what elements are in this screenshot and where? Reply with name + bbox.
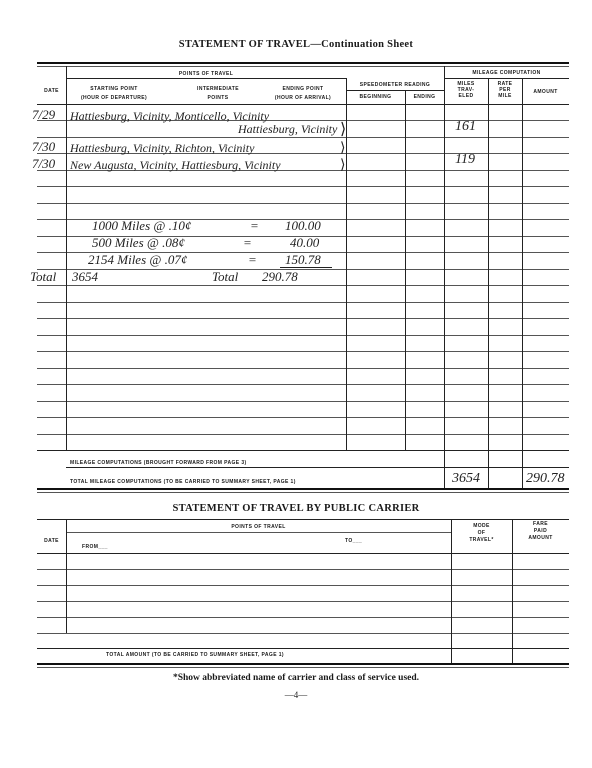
rate-per-mile-header-1: RATE — [497, 81, 513, 87]
rate-per-mile-header-3: MILE — [498, 93, 512, 99]
intermediate-points-header: INTERMEDIATE — [197, 86, 239, 92]
table-row-date: 7/30 — [32, 156, 56, 171]
table-row-route: New Augusta, Vicinity, Hattiesburg, Vicinity — [70, 158, 281, 172]
computation-equals: = — [250, 218, 259, 233]
continuation-sheet-title: STATEMENT OF TRAVEL—Continuation Sheet — [178, 39, 414, 50]
ending-point-header: ENDING POINT — [282, 86, 324, 92]
carrier-to-header: TO___ — [345, 538, 363, 544]
starting-point-header: STARTING POINT — [90, 86, 138, 92]
speedometer-reading-header: SPEEDOMETER READING — [359, 82, 431, 88]
miles-traveled-header-2: TRAV- — [457, 87, 475, 93]
miles-traveled-header-1: MILES — [457, 81, 475, 87]
total-miles-value: 3654 — [452, 471, 480, 486]
rate-per-mile-header-2: PER — [499, 87, 511, 93]
computation-equals: = — [248, 252, 257, 267]
speedometer-beginning-header: BEGINNING — [359, 94, 392, 100]
mode-of-travel-header-1: MODE — [473, 523, 490, 529]
footnote: *Show abbreviated name of carrier and class of service used. — [172, 673, 420, 683]
brace-mark: ⟩ — [340, 121, 347, 138]
total-miles-handwritten: 3654 — [72, 269, 98, 284]
computation-value: 40.00 — [290, 235, 320, 250]
date-column-header: DATE — [44, 88, 59, 94]
total-label: Total — [30, 269, 57, 284]
table-row-route-ending: Hattiesburg, Vicinity — [238, 122, 338, 136]
points-of-travel-header: POINTS OF TRAVEL — [178, 71, 234, 77]
carrier-points-of-travel-header: POINTS OF TRAVEL — [231, 524, 286, 530]
mileage-computation-header: MILEAGE COMPUTATION — [472, 70, 541, 76]
brace-mark: ⟩ — [340, 141, 346, 156]
carrier-date-header: DATE — [44, 538, 59, 544]
total-amount-handwritten: 290.78 — [262, 269, 298, 284]
carrier-total-amount-label: TOTAL AMOUNT (TO BE CARRIED TO SUMMARY SHEET, PAGE 1) — [106, 652, 284, 658]
table-row-route: Hattiesburg, Vicinity, Monticello, Vicinity — [70, 109, 270, 123]
computation-equals: = — [243, 235, 252, 250]
computation-line: 500 Miles @ .08¢ — [92, 235, 185, 250]
total-label: Total — [212, 269, 239, 284]
mode-of-travel-header-2: OF — [477, 530, 486, 536]
speedometer-ending-header: ENDING — [413, 94, 436, 100]
table-row-route: Hattiesburg, Vicinity, Richton, Vicinity — [70, 141, 255, 155]
computation-underline — [280, 267, 332, 268]
fare-paid-header-2: PAID — [533, 528, 548, 534]
mode-of-travel-header-3: TRAVEL* — [469, 537, 494, 543]
computation-value: 100.00 — [285, 218, 321, 233]
miles-traveled-header-3: ELED — [458, 93, 474, 99]
table-row-miles: 161 — [455, 119, 476, 134]
total-amount-value: 290.78 — [526, 471, 565, 486]
table-row-date: 7/30 — [32, 139, 56, 154]
computation-value: 150.78 — [285, 252, 321, 267]
ending-point-subheader: (HOUR OF ARRIVAL) — [274, 95, 332, 101]
brace-mark: ⟩ — [340, 158, 346, 173]
table-row-miles: 119 — [455, 152, 475, 167]
total-mileage-label: TOTAL MILEAGE COMPUTATIONS (TO BE CARRIED TO SUMMARY SHEET, PAGE 1) — [70, 479, 296, 485]
public-carrier-title: STATEMENT OF TRAVEL BY PUBLIC CARRIER — [172, 503, 420, 514]
carrier-from-header: FROM___ — [82, 544, 108, 550]
table-row-date: 7/29 — [32, 107, 56, 122]
intermediate-points-subheader: POINTS — [207, 95, 229, 101]
fare-paid-header-1: FARE — [533, 521, 548, 527]
computation-line: 1000 Miles @ .10¢ — [92, 218, 192, 233]
amount-header: AMOUNT — [533, 89, 558, 95]
starting-point-subheader: (HOUR OF DEPARTURE) — [80, 95, 148, 101]
computation-line: 2154 Miles @ .07¢ — [88, 252, 188, 267]
brought-forward-label: MILEAGE COMPUTATIONS (BROUGHT FORWARD FROM PAGE 3) — [70, 460, 247, 466]
fare-paid-header-3: AMOUNT — [528, 535, 553, 541]
page-number: —4— — [284, 690, 308, 700]
